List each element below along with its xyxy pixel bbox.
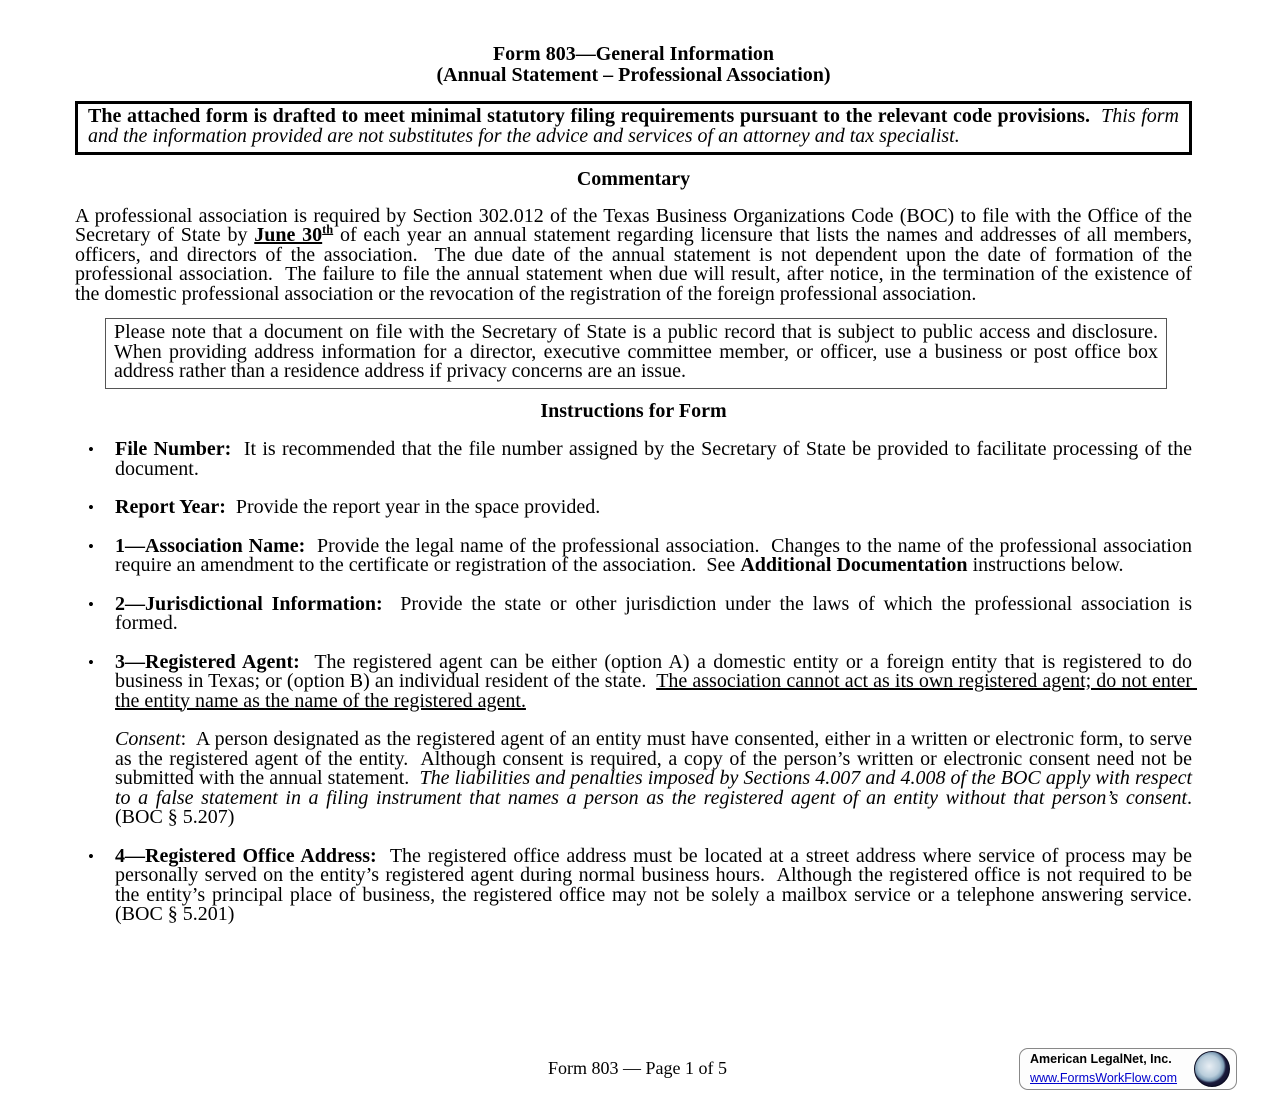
consent-paragraph: Consent: A person designated as the registered agent of an entity must have consented, either in a written or electronic form, to serve as the registered agent of the entity. Although consent is required, a copy of the person’s written or electronic consent need not be submitted with the annual statement. The liabilities and penalties imposed by Sections 4.007 and 4.008 of the BOC apply with respect to a false statement in a filing instrument that names a person as the registered agent of an entity without that person’s consent. (BOC § 5.207) bbox=[115, 728, 1202, 828]
bullet-text: Report Year: Provide the report year in the space provided. bbox=[115, 496, 601, 518]
form-subtitle: (Annual Statement – Professional Association) bbox=[436, 64, 831, 86]
legalnet-badge-text bbox=[1030, 1052, 1194, 1087]
page-number: Form 803 — Page 1 of 5 bbox=[548, 1057, 727, 1078]
public-record-text: Please note that a document on file with the Secretary of State is a public record that is subject to public access and disclosure. When providing address information for a director, executive committee member, or officer, use a business or post office box address rather than a residence address if privacy concerns are an issue. bbox=[114, 321, 1168, 382]
instructions-heading: Instructions for Form bbox=[540, 399, 727, 422]
bullet-text: File Number: It is recommended that the file number assigned by the Secretary of State be provided to facilitate processing of the document. bbox=[115, 438, 1197, 480]
legalnet-company: American LegalNet, Inc. bbox=[1030, 1051, 1172, 1066]
form-title: Form 803—General Information bbox=[492, 43, 775, 65]
bullet-text: 1—Association Name: Provide the legal name of the professional association. Changes to the name of the professional association require an amendment to the certificate or registration of the association. See Additional Documentation instructions below. bbox=[115, 534, 1197, 576]
bullet-item-registered-agent bbox=[75, 650, 1198, 712]
bullet-icon: • bbox=[88, 536, 94, 556]
instructions-list bbox=[75, 438, 1202, 925]
notice-box bbox=[75, 101, 1192, 155]
bullet-text: 3—Registered Agent: The registered agent can be either (option A) a domestic entity or a foreign entity that is registered to do business in Texas; or (option B) an individual resident of the state. The association cannot act as its own registered agent; do not enter the entity name as the name of the registered agent. bbox=[115, 650, 1198, 712]
legalnet-badge bbox=[1019, 1048, 1237, 1090]
bullet-icon: • bbox=[88, 498, 94, 517]
commentary-heading: Commentary bbox=[576, 168, 691, 190]
bullet-icon: • bbox=[88, 846, 94, 866]
bullet-text: 4—Registered Office Address: The registered office address must be located at a street address where service of process may be personally served on the entity’s registered agent during normal business hours. Although the registered office is not required to be the entity’s principal place of business, the registered office may not be solely a mailbox service or a telephone answering service. (BOC § 5.201) bbox=[115, 844, 1202, 925]
commentary-paragraph: A professional association is required by Section 302.012 of the Texas Business Organizations Code (BOC) to file with the Office of the Secretary of State by June 30th of each year an annual statement regarding licensure that lists the names and addresses of all members, officers, and directors of the association. The due date of the annual statement is not dependent upon the date of formation of the professional association. The failure to file the annual statement when due will result, after notice, in the termination of the existence of the domestic professional association or the revocation of the registration of the foreign professional association. bbox=[75, 204, 1197, 305]
bullet-item-report-year bbox=[75, 498, 1192, 518]
notice-text: The attached form is drafted to meet minimal statutory filing requirements pursuant to the relevant code provisions. This form and the information provided are not substitutes for the advice and services of an attorney and tax specialist. bbox=[88, 105, 1185, 147]
bullet-icon: • bbox=[88, 594, 94, 614]
bullet-item-registered-office-address bbox=[75, 844, 1202, 925]
bullet-icon: • bbox=[88, 652, 94, 672]
public-record-box bbox=[105, 318, 1167, 389]
bullet-icon: • bbox=[88, 440, 94, 459]
bullet-item-association-name bbox=[75, 534, 1197, 576]
bullet-item-file-number bbox=[75, 438, 1197, 480]
bullet-item-jurisdictional-information bbox=[75, 592, 1197, 634]
bullet-text: 2—Jurisdictional Information: Provide the state or other jurisdiction under the laws of which the professional association is formed. bbox=[115, 592, 1197, 634]
legalnet-link[interactable]: www.FormsWorkFlow.com bbox=[1030, 1070, 1178, 1085]
globe-icon bbox=[1194, 1051, 1230, 1087]
